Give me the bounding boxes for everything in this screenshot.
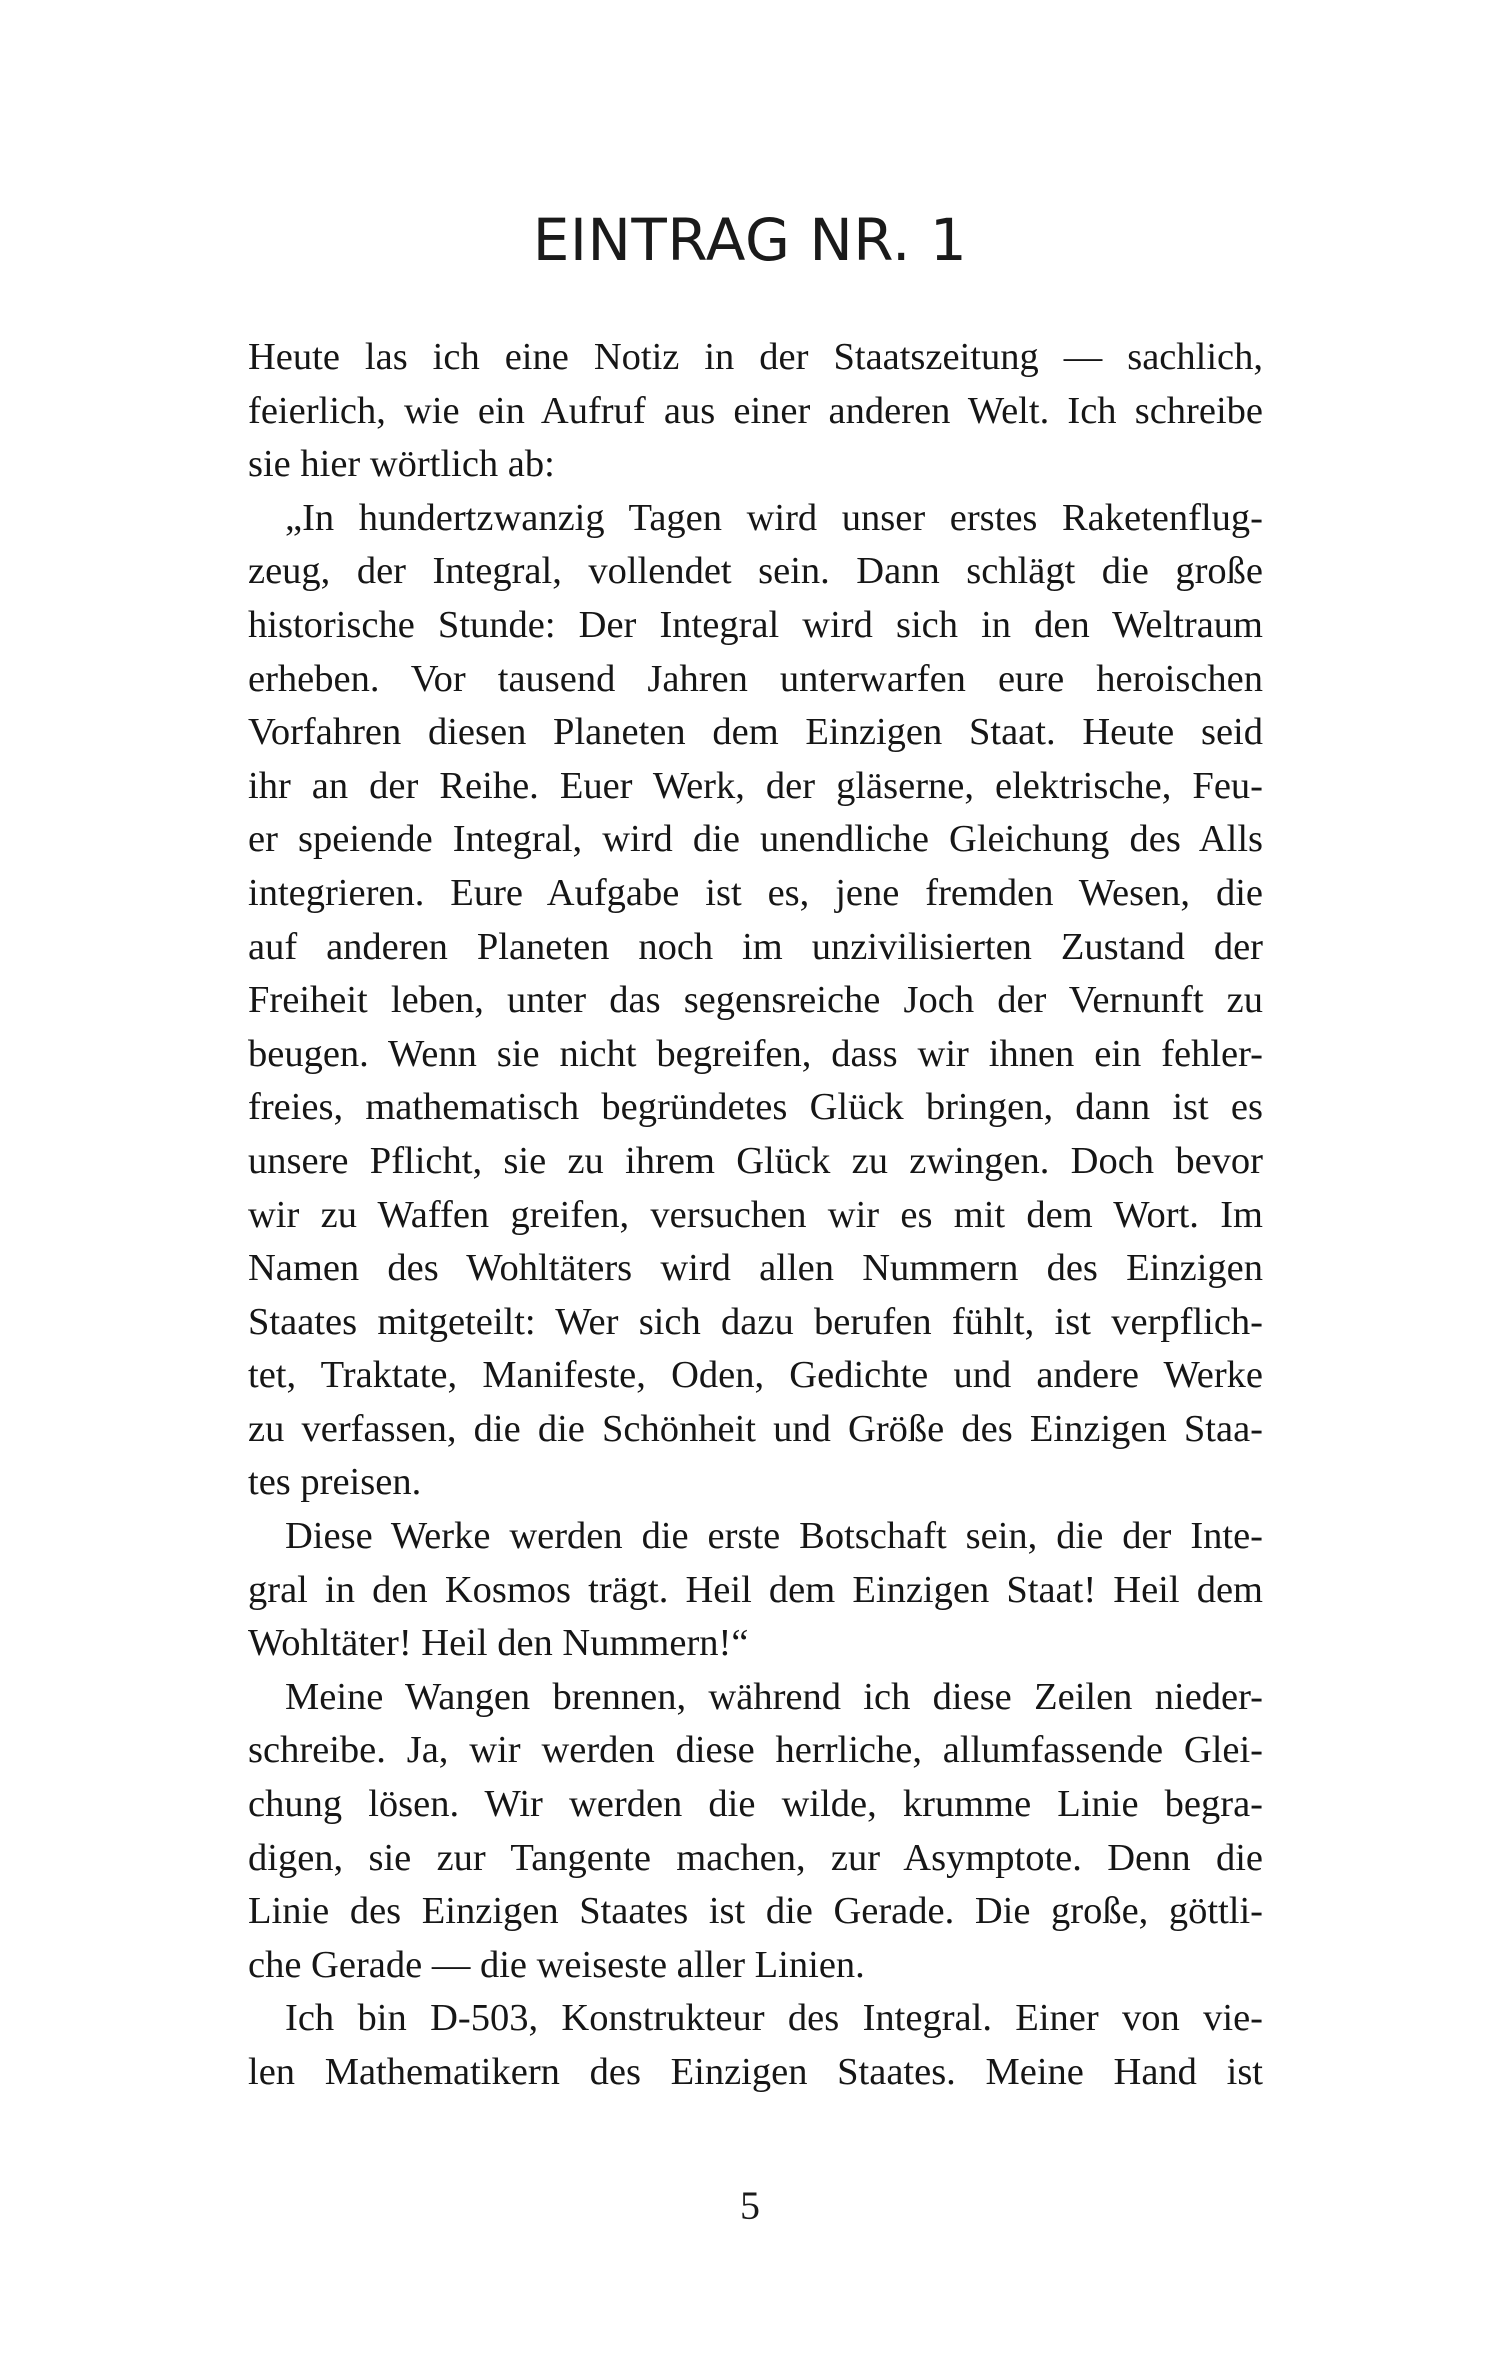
text-line: Namen des Wohltäters wird allen Nummern des Einzigen: [248, 1247, 1263, 1290]
text-line: che Gerade — die weiseste aller Linien.: [248, 1943, 865, 1986]
text-line: unsere Pflicht, sie zu ihrem Glück zu zwingen. Doch bevor: [248, 1139, 1263, 1182]
text-line: tes preisen.: [248, 1461, 422, 1504]
text-line: sie hier wörtlich ab:: [248, 443, 555, 486]
text-line: zeug, der Integral, vollendet sein. Dann schlägt die große: [248, 550, 1263, 593]
text-line: historische Stunde: Der Integral wird sich in den Weltraum: [248, 603, 1263, 646]
text-line: digen, sie zur Tangente machen, zur Asymptote. Denn die: [248, 1836, 1263, 1879]
text-line: er speiende Integral, wird die unendliche Gleichung des Alls: [248, 818, 1263, 861]
text-line: Meine Wangen brennen, während ich diese Zeilen nieder-: [285, 1675, 1263, 1718]
body-text: [248, 331, 1263, 2100]
text-line: Ich bin D-503, Konstrukteur des Integral. Einer von vie-: [285, 1997, 1263, 2040]
text-line: zu verfassen, die die Schönheit und Größe des Einzigen Staa-: [248, 1407, 1263, 1450]
text-line: gral in den Kosmos trägt. Heil dem Einzigen Staat! Heil dem: [248, 1568, 1263, 1611]
text-line: erheben. Vor tausend Jahren unterwarfen eure heroischen: [248, 657, 1263, 700]
text-line: Wohltäter! Heil den Nummern!“: [248, 1622, 749, 1665]
text-line: Heute las ich eine Notiz in der Staatszeitung — sachlich,: [248, 336, 1263, 378]
text-line: ihr an der Reihe. Euer Werk, der gläserne, elektrische, Feu-: [248, 764, 1263, 807]
text-line: auf anderen Planeten noch im unzivilisierten Zustand der: [248, 925, 1263, 968]
text-line: schreibe. Ja, wir werden diese herrliche, allumfassende Glei-: [248, 1729, 1263, 1772]
text-line: wir zu Waffen greifen, versuchen wir es mit dem Wort. Im: [248, 1193, 1263, 1236]
text-line: feierlich, wie ein Aufruf aus einer anderen Welt. Ich schreibe: [248, 389, 1263, 432]
text-line: Staates mitgeteilt: Wer sich dazu berufen fühlt, ist verpflich-: [248, 1300, 1263, 1343]
text-line: len Mathematikern des Einzigen Staates. Meine Hand ist: [248, 2051, 1263, 2093]
text-line: Diese Werke werden die erste Botschaft sein, die der Inte-: [285, 1515, 1263, 1558]
text-line: tet, Traktate, Manifeste, Oden, Gedichte und andere Werke: [248, 1354, 1263, 1397]
page-number: 5: [740, 2183, 760, 2228]
text-line: „In hundertzwanzig Tagen wird unser erstes Raketenflug-: [285, 496, 1263, 539]
text-line: integrieren. Eure Aufgabe ist es, jene fremden Wesen, die: [248, 871, 1263, 914]
text-line: chung lösen. Wir werden die wilde, krumme Linie begra-: [248, 1783, 1263, 1826]
text-line: Freiheit leben, unter das segensreiche Joch der Vernunft zu: [248, 979, 1263, 1022]
text-line: beugen. Wenn sie nicht begreifen, dass wir ihnen ein fehler-: [248, 1032, 1263, 1075]
text-line: Vorfahren diesen Planeten dem Einzigen Staat. Heute seid: [248, 711, 1263, 754]
chapter-title: EINTRAG NR. 1: [532, 206, 968, 274]
text-line: freies, mathematisch begründetes Glück bringen, dann ist es: [248, 1086, 1263, 1129]
text-line: Linie des Einzigen Staates ist die Gerade. Die große, göttli-: [248, 1890, 1263, 1933]
